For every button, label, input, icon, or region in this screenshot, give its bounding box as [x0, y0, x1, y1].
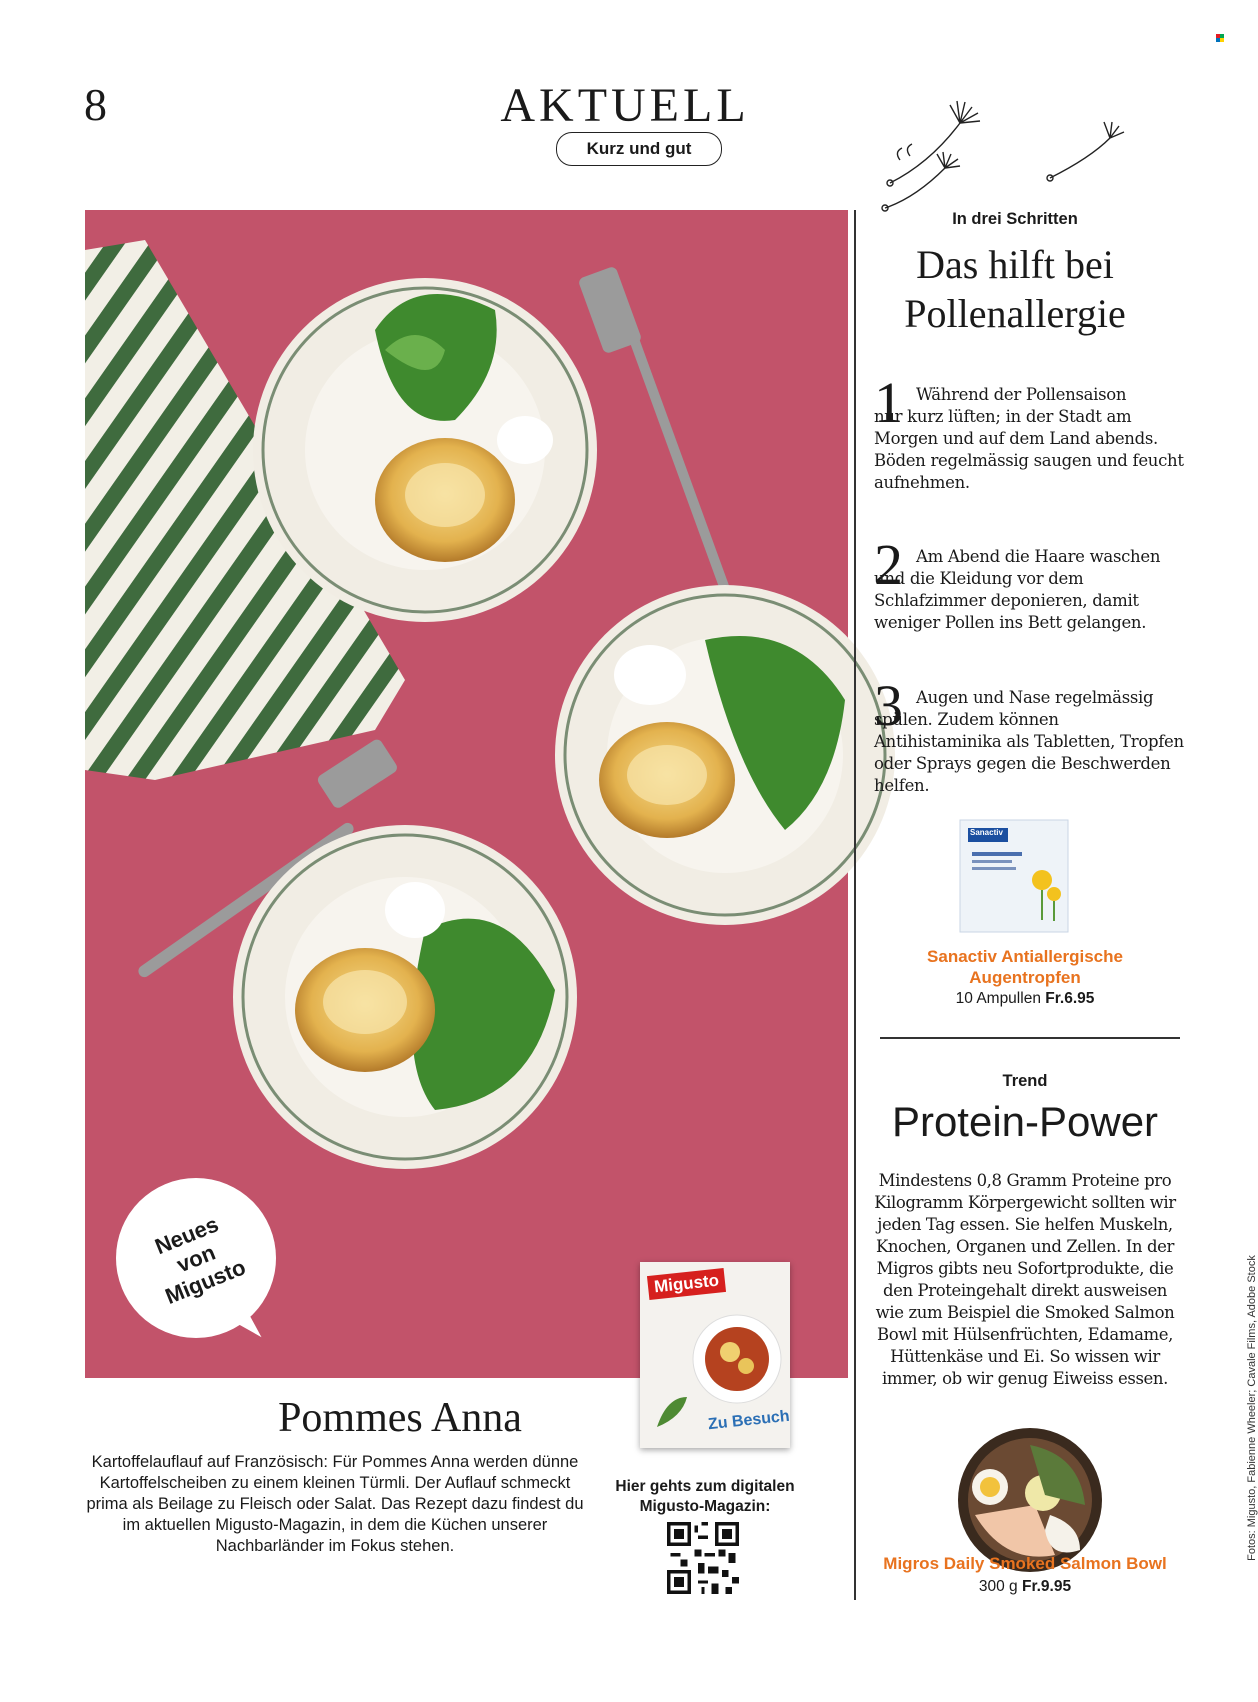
product-price: Fr.6.95: [1045, 990, 1095, 1007]
allergy-title: Das hilft bei Pollenallergie: [904, 242, 1126, 336]
salmon-bowl-product-price: [870, 1578, 1180, 1596]
step-number: 2: [874, 532, 903, 597]
step-text: nur kurz lüften; in der Stadt am Morgen und auf dem Land abends. Böden regelmässig saugen und feucht aufnehmen.: [874, 407, 1184, 492]
sanactiv-logo: Sanactiv: [970, 828, 1003, 837]
step-number: 1: [874, 370, 903, 435]
step-number: 3: [874, 673, 903, 738]
qr-code-icon[interactable]: [667, 1522, 739, 1594]
badge-text: Neues von Migusto: [151, 1210, 250, 1309]
section-divider: [880, 1037, 1180, 1039]
allergy-step-1: [874, 370, 1184, 494]
sanactiv-product-name: Sanactiv Antiallergische Augentropfen: [927, 947, 1123, 987]
allergy-kicker: In drei Schritten: [952, 210, 1078, 228]
photo-credits: Fotos: Migusto, Fabienne Wheeler; Cavale Films, Adobe Stock: [1246, 1255, 1258, 1561]
product-quantity: 300 g: [978, 1578, 1018, 1595]
magazine-link-label: Hier gehts zum digitalen Migusto-Magazin:: [615, 1478, 795, 1515]
magazine-herb-image: [652, 1392, 692, 1432]
section-title: AKTUELL: [500, 79, 750, 132]
step-text-first-line: Am Abend die Haare waschen: [916, 547, 1161, 566]
migusto-magazine-cover[interactable]: [640, 1262, 790, 1448]
trend-kicker: Trend: [1002, 1072, 1048, 1090]
allergy-step-2: [874, 532, 1184, 634]
column-divider: [854, 210, 856, 1600]
section-subtitle-pill: Kurz und gut: [556, 132, 722, 166]
product-price: Fr.9.95: [1021, 1578, 1072, 1595]
magazine-dish-image: [690, 1312, 785, 1407]
step-text: und die Kleidung vor dem Schlafzimmer deponieren, damit weniger Pollen ins Bett gelangen.: [874, 569, 1147, 632]
allergy-step-3: [874, 673, 1184, 797]
recipe-title: Pommes Anna: [278, 1395, 522, 1441]
sanactiv-product-price: [870, 990, 1180, 1008]
step-text-first-line: Während der Pollensaison: [916, 385, 1127, 404]
trend-title: Protein-Power: [891, 1098, 1159, 1145]
magazine-logo: Migusto: [647, 1268, 726, 1300]
salmon-bowl-image: [955, 1425, 1105, 1575]
corner-mark-icon: [1216, 34, 1224, 42]
step-text-first-line: Augen und Nase regelmässig: [916, 688, 1154, 707]
magazine-cover-headline: Zu Besuch: [707, 1407, 791, 1434]
plate-top: [253, 278, 597, 622]
product-quantity: 10 Ampullen: [955, 990, 1041, 1007]
sanactiv-product-image: [958, 818, 1070, 934]
trend-body: Mindestens 0,8 Gramm Proteine pro Kilogramm Körpergewicht sollten wir jeden Tag essen. Sie helfen Muskeln, Knochen, Organen und Zellen. In der Migros gibts neu Sofortprodukte, die den Proteingehalt direkt ausweisen wie zum Beispiel die Smoked Salmon Bowl mit Hülsenfrüchten, Edamame, Hüttenkäse und Ei. So wissen wir immer, ob wir genug Eiweiss essen.: [874, 1171, 1176, 1388]
step-text: spülen. Zudem können Antihistaminika als Tabletten, Tropfen oder Sprays gegen die Beschwerden helfen.: [874, 710, 1184, 795]
page-number: 8: [84, 79, 107, 130]
recipe-description: Kartoffelauflauf auf Französisch: Für Pommes Anna werden dünne Kartoffelscheiben zu einem kleinen Türmli. Der Auflauf schmeckt prima als Beilage zu Fleisch oder Salat. Das Rezept dazu findest du im aktuellen Migusto-Magazin, in dem die Küchen unserer Nachbarländer im Fokus stehen.: [86, 1453, 584, 1555]
salmon-bowl-product-name: Migros Daily Smoked Salmon Bowl: [883, 1554, 1167, 1573]
dandelion-seeds-illustration: [880, 88, 1140, 218]
